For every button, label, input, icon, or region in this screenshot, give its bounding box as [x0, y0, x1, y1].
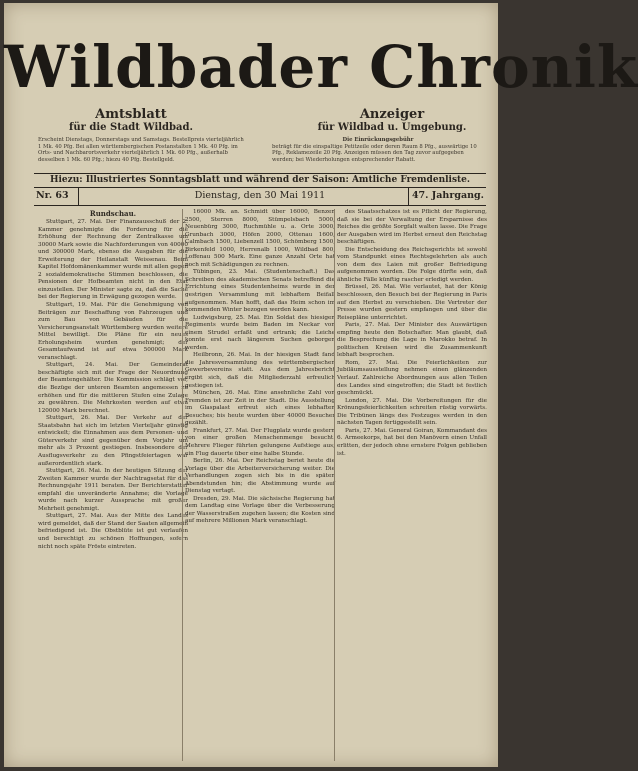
- article-paragraph: Heilbronn, 26. Mai. In der hiesigen Stadt fand die Jahresversammlung des württembergischen Gewerbevereins statt. Aus dem Jahresbericht ergibt sich, daß die Mitgliederzahl erfreulich gestiegen ist.: [185, 352, 335, 389]
- issue-number: Nr. 63: [36, 190, 69, 201]
- article-paragraph: Stuttgart, 26. Mai. Der Verkehr auf der Staatsbahn hat sich im letzten Vierteljahr günstig entwickelt; die Einnahmen aus dem Personen- und Güterverkehr sind gegenüber dem Vorjahr um mehr als 3 Prozent gestiegen. Insbesondere der Ausflugsverkehr zu den Pfingstfeiertagen war außerordentlich stark.: [38, 415, 188, 467]
- dateline-divider-left: [78, 187, 79, 205]
- article-paragraph: Rom, 27. Mai. Die Feierlichkeiten zur Jubiläumsausstellung nehmen einen glänzenden Verlauf. Zahlreiche Abordnungen aus allen Teilen des Landes sind eingetroffen; die Stadt ist festlich geschmückt.: [337, 359, 487, 397]
- advertising-notes: [272, 137, 484, 163]
- advertising-notes-title: Die Einrückungsgebühr: [342, 137, 414, 143]
- rule-dateline-bottom: [34, 205, 486, 206]
- article-column-3: [337, 209, 487, 761]
- dateline-divider-right: [408, 187, 409, 205]
- article-paragraph: Tübingen, 23. Mai. (Studentenschaft.) Das Schreiben des akademischen Senats betreffend die Errichtung eines Studentenheims wurde in der gestrigen Versammlung mit lebhaftem Beifall aufgenommen. Man hofft, daß das Heim schon im kommenden Winter bezogen werden kann.: [185, 269, 335, 314]
- article-paragraph: Die Entscheidung des Reichsgerichts ist sowohl vom Standpunkt eines Rechtsgelehrten als auch von dem des Laien mit großer Befriedigung aufgenommen worden. Die Folge dürfte sein, daß ähnliche Fälle künftig rascher erledigt werden.: [337, 246, 487, 283]
- volume-year: 47. Jahrgang.: [411, 190, 484, 201]
- article-paragraph: Ludwigsburg, 25. Mai. Ein Soldat des hiesigen Regiments wurde beim Baden im Neckar von einem Strudel erfaßt und ertrank; die Leiche konnte erst nach längerem Suchen geborgen werden.: [185, 314, 335, 351]
- article-paragraph: des Staatsschatzes ist es Pflicht der Regierung, daß sie bei der Verwaltung der Ersparnisse des Reiches die größte Sorgfalt walten lasse. Die Frage der Ausgaben wird im Herbst erneut den Reichstag beschäftigen.: [337, 209, 487, 246]
- anzeiger-block: [302, 107, 482, 134]
- article-paragraph: London, 27. Mai. Die Vorbereitungen für die Krönungsfeierlichkeiten schreiten rüstig vorwärts. Die Tribünen längs des Festzuges werden in den nächsten Tagen fertiggestellt sein.: [337, 397, 487, 427]
- article-paragraph: Paris, 27. Mai. Der Minister des Auswärtigen empfing heute den Botschafter. Man glaubt, daß die Besprechung die Lage in Marokko betraf. In politischen Kreisen wird die Zusammenkunft lebhaft besprochen.: [337, 322, 487, 359]
- article-paragraph: Stuttgart, 27. Mai. Der Finanzausschuß der 2. Kammer genehmigte die Forderung für die Erhöhung der Rechnung der Zentralkasse um 30000 Mark sowie die Nachforderungen von 40000 und 300000 Mark, ebenso die Ausgaben für die Erweiterung der Heilanstalt Weissenau. Beim Kapitel Hofdomänenkammer wurde mit allen gegen 2 sozialdemokratische Stimmen beschlossen, die Pensionen der Hofbeamten nicht in den Etat einzustellen. Der Minister sagte zu, daß die Sache bei der Regierung in Erwägung gezogen werde.: [38, 219, 188, 301]
- column-divider-2: [334, 209, 335, 761]
- issue-date: Dienstag, den 30 Mai 1911: [194, 190, 326, 201]
- column-divider-1: [182, 209, 183, 761]
- article-column-2: [185, 209, 335, 761]
- advertising-notes-text: beträgt für die einspaltige Petitzeile oder deren Raum 8 Pfg., auswärtige 10 Pfg., Reklamezeile 20 Pfg. Anzeigen müssen den Tag zuvor aufgegeben werden; bei Wiederholungen entsprechender Rabatt.: [272, 143, 477, 163]
- anzeiger-title: Anzeiger: [359, 107, 425, 122]
- newspaper-page: [4, 3, 638, 767]
- article-paragraph: Frankfurt, 27. Mai. Der Flugplatz wurde gestern von einer großen Menschenmenge besucht. Mehrere Flieger führten gelungene Aufstiege aus; ein Flug dauerte über eine halbe Stunde.: [185, 427, 335, 457]
- article-paragraph: Stuttgart, 24. Mai. Der Gemeinderat beschäftigte sich mit der Frage der Neuordnung der Beamtengehälter. Die Kommission schlägt vor, die Bezüge der unteren Beamten angemessen zu erhöhen und für die mittleren Stufen eine Zulage zu gewähren. Die Mehrkosten werden auf etwa 120000 Mark berechnet.: [38, 362, 188, 414]
- article-column-1: [38, 209, 188, 761]
- article-paragraph: 16000 Mk. an. Schmidt über 16000, Benzen 2500, Sterren 8000, Stümpelsbach 5000, Neuenbürg 3000, Ruchmühle u. a. Orte 3000, Grunbach 3000, Höfen 2000, Ottenau 1600, Calmbach 1500, Liebenzell 1500, Schömberg 1500, Birkenfeld 1000, Herrenalb 1000, Wildbad 800, Loffenau 500 Mark. Eine ganze Anzahl Orte hat noch mit Schädigungen zu rechnen.: [185, 209, 335, 268]
- subscription-notes: Erscheint Dienstags, Donnerstags und Samstags. Bestellpreis vierteljährlich 1 Mk. 40 Pfg. Bei allen württembergischen Postanstalten 1 Mk. 40 Pfg. im Orts- und Nachbarortsverkehr vierteljährlich 1 Mk. 60 Pfg., außerhalb desselben 1 Mk. 60 Pfg.; hiezu 40 Pfg. Bestellgeld.: [38, 137, 244, 163]
- article-paragraph: Dresden, 29. Mai. Die sächsische Regierung hat dem Landtag eine Vorlage über die Verbesserung der Wasserstraßen zugehen lassen; die Kosten sind auf mehrere Millionen Mark veranschlagt.: [185, 495, 335, 525]
- article-paragraph: Stuttgart, 19. Mai. Für die Genehmigung von Beiträgen zur Beschaffung von Fahrzeugen und zum Bau von Gebäuden für die Versicherungsanstalt Württemberg wurden weitere Mittel bewilligt. Die Pläne für ein neues Erholungsheim wurden genehmigt; der Gesamtaufwand ist auf etwa 500000 Mark veranschlagt.: [38, 302, 188, 361]
- article-paragraph: Berlin, 26. Mai. Der Reichstag beriet heute die Vorlage über die Arbeiterversicherung weiter. Die Verhandlungen zogen sich bis in die späten Abendstunden hin; die Abstimmung wurde auf Dienstag vertagt.: [185, 458, 335, 495]
- article-paragraph: Paris, 27. Mai. General Goiran, Kommandant des 6. Armeekorps, hat bei den Manövern einen Unfall erlitten, der jedoch ohne ernstere Folgen geblieben ist.: [337, 427, 487, 457]
- section-heading: Rundschau.: [89, 209, 137, 218]
- article-paragraph: Brüssel, 26. Mai. Wie verlautet, hat der König beschlossen, den Besuch bei der Regierung in Paris auf den Herbst zu verschieben. Die Vertreter der Presse wurden gestern empfangen und über die Reisepläne unterrichtet.: [337, 284, 487, 321]
- anzeiger-subtitle: für Wildbad u. Umgebung.: [317, 122, 467, 133]
- amtsblatt-title: Amtsblatt: [95, 107, 167, 122]
- supplement-line: Hiezu: Illustriertes Sonntagsblatt und während der Saison: Amtliche Fremdenliste.: [49, 175, 471, 185]
- masthead-title: Wildbader Chronik: [4, 33, 638, 101]
- dateline: [34, 187, 486, 205]
- amtsblatt-block: [46, 107, 216, 134]
- amtsblatt-subtitle: für die Stadt Wildbad.: [69, 122, 193, 133]
- article-paragraph: Stuttgart, 27. Mai. Aus der Mitte des Landes wird gemeldet, daß der Stand der Saaten allgemein befriedigend ist. Die Obstblüte ist gut verlaufen und berechtigt zu schönen Hoffnungen, sofern nicht noch späte Fröste eintreten.: [38, 513, 188, 550]
- article-paragraph: Stuttgart, 26. Mai. In der heutigen Sitzung der Zweiten Kammer wurde der Nachtragsetat für das Rechnungsjahr 1911 beraten. Der Berichterstatter empfahl die unveränderte Annahme; die Vorlage wurde nach kurzer Aussprache mit großer Mehrheit genehmigt.: [38, 468, 188, 512]
- article-paragraph: München, 26. Mai. Eine ansehnliche Zahl von Fremden ist zur Zeit in der Stadt. Die Ausstellung im Glaspalast erfreut sich eines lebhaften Besuches; bis heute wurden über 40000 Besucher gezählt.: [185, 390, 335, 427]
